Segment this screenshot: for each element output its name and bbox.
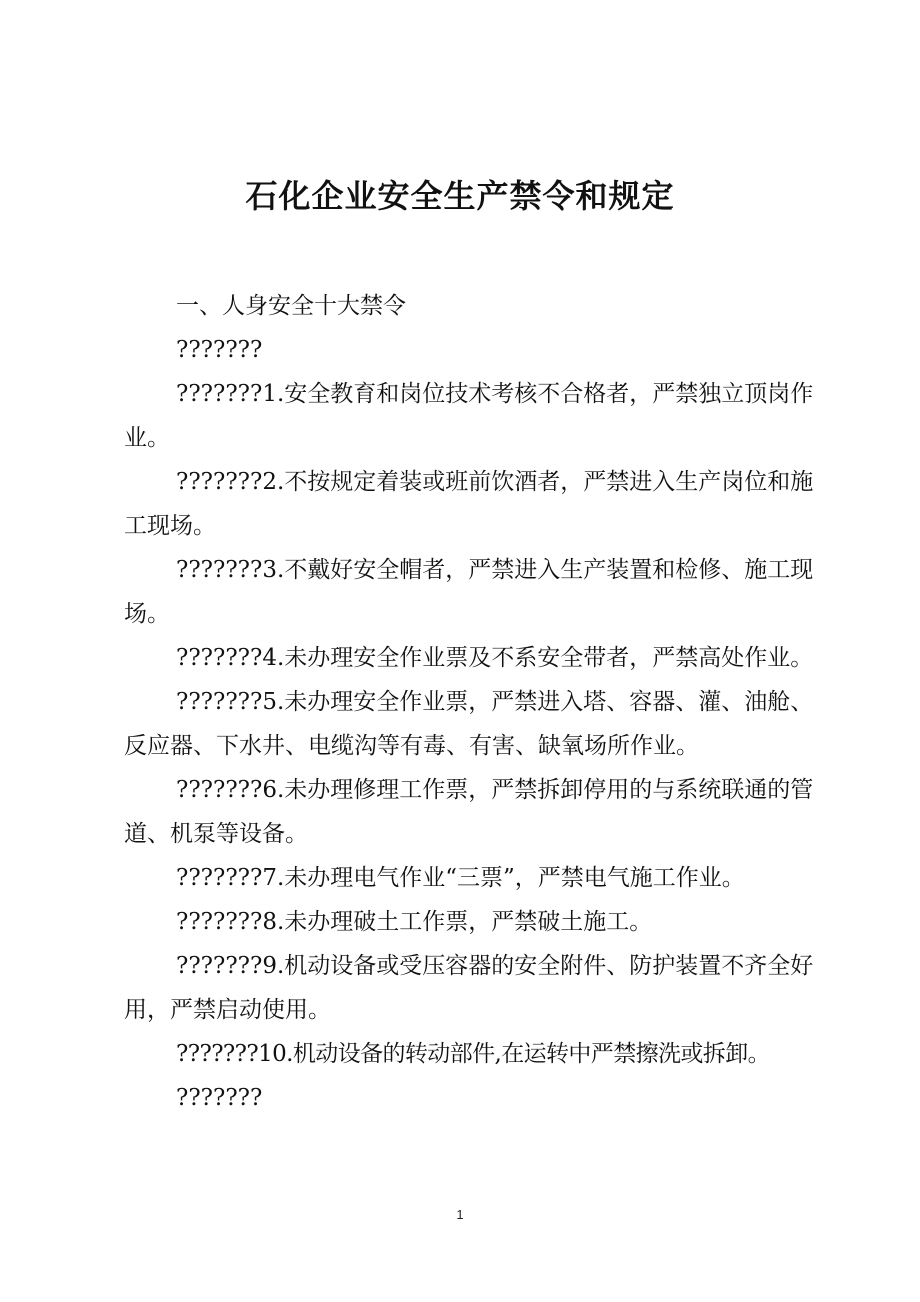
prohibition-item-9: ???????9.机动设备或受压容器的安全附件、防护装置不齐全好用，严禁启动使用。: [124, 953, 814, 1023]
document-body: [124, 284, 814, 1120]
prohibition-item-1: ???????1.安全教育和岗位技术考核不合格者，严禁独立顶岗作业。: [124, 381, 814, 451]
prohibition-item-3: ???????3.不戴好安全帽者，严禁进入生产装置和检修、施工现场。: [124, 557, 814, 627]
prohibition-item-6: ???????6.未办理修理工作票，严禁拆卸停用的与系统联通的管道、机泵等设备。: [124, 777, 814, 847]
prohibition-item-10: ???????10.机动设备的转动部件,在运转中严禁擦洗或拆卸。: [176, 1041, 771, 1067]
page-number: 1: [456, 1207, 464, 1222]
prohibition-item-7: ???????7.未办理电气作业“三票”，严禁电气施工作业。: [176, 865, 745, 891]
placeholder-line: ???????: [176, 1085, 263, 1111]
prohibition-item-5: ???????5.未办理安全作业票，严禁进入塔、容器、灌、油舱、反应器、下水井、电缆沟等有毒、有害、缺氧场所作业。: [124, 689, 814, 759]
document-title: 石化企业安全生产禁令和规定: [245, 177, 675, 215]
section-heading: 一、人身安全十大禁令: [176, 293, 406, 319]
placeholder-line: ???????: [176, 337, 263, 363]
prohibition-item-8: ???????8.未办理破土工作票，严禁破土施工。: [176, 909, 653, 935]
prohibition-item-4: ???????4.未办理安全作业票及不系安全带者，严禁高处作业。: [176, 645, 814, 671]
prohibition-item-2: ???????2.不按规定着装或班前饮酒者，严禁进入生产岗位和施工现场。: [124, 469, 814, 539]
